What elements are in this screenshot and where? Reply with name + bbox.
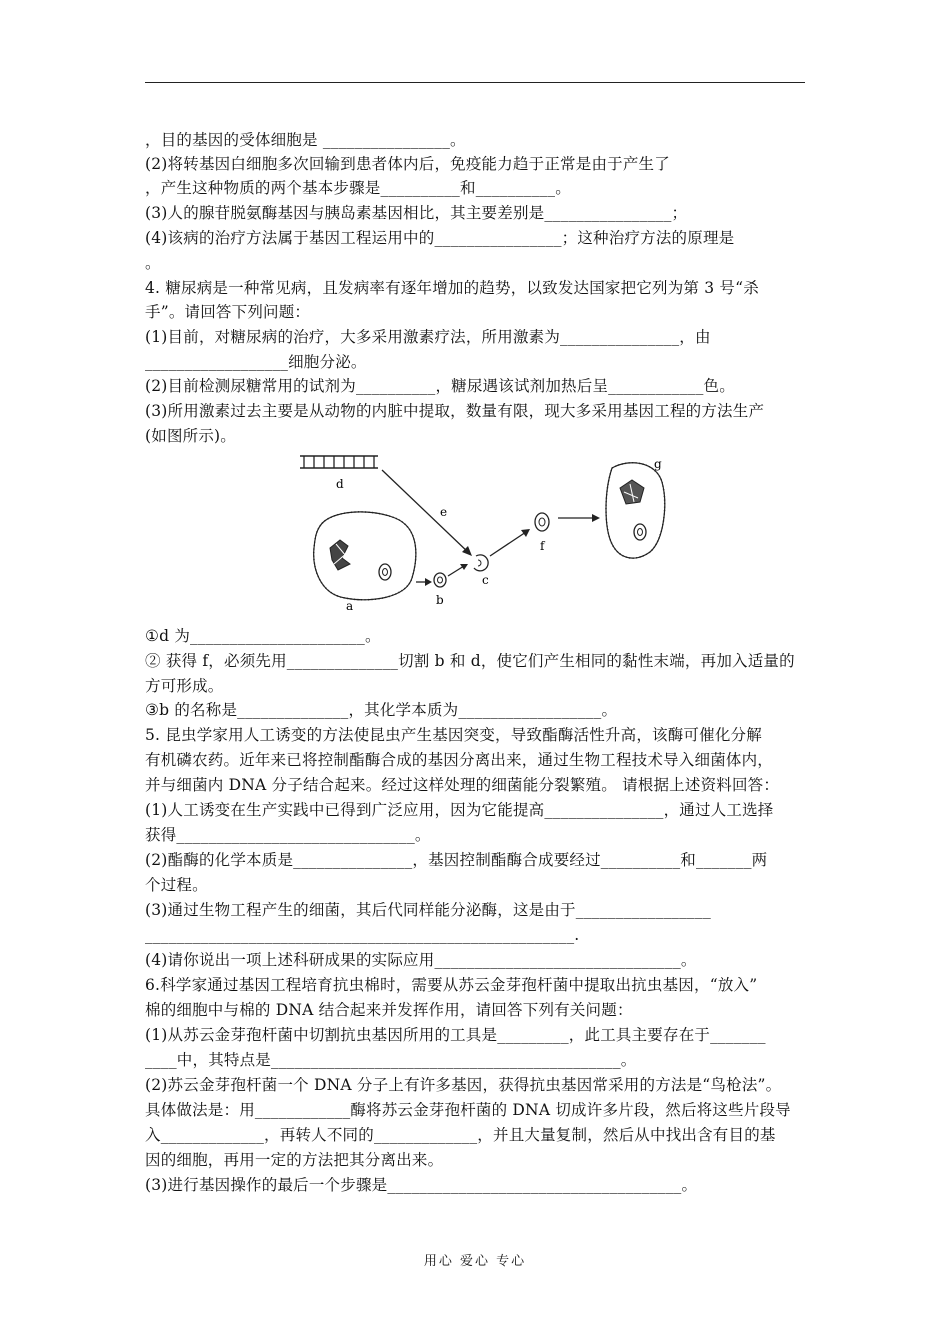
text-line: 入_____________，再转人不同的_____________，并且大量复制，然后从中找出含有目的基 [145,1126,776,1144]
text-line: 手”。请回答下列问题： [145,303,311,321]
text-line: 并与细菌内 DNA 分子结合起来。经过这样处理的细菌能分裂繁殖。 请根据上述资料回答： [145,776,780,794]
text-line: 个过程。 [145,876,208,894]
text-line: (3)人的腺苷脱氨酶基因与胰岛素基因相比，其主要差别是________________； [145,204,688,222]
header-rule [145,82,805,83]
text-line: 有机磷农药。近年来已将控制酯酶合成的基因分离出来，通过生物工程技术导入细菌体内， [145,751,774,769]
dna-fragment-d [300,456,378,468]
recombinant-plasmid-f [535,513,549,531]
text-line: ____中，其特点是____________________________________________。 [145,1051,637,1069]
bacterium-g [606,463,665,558]
label-d: d [336,477,344,491]
page-footer: 用心 爱心 专心 [423,1254,527,1269]
text-line: 获得______________________________。 [145,826,431,844]
text-line: ，目的基因的受体细胞是 ________________。 [145,131,466,149]
text-line: (1)目前，对糖尿病的治疗，大多采用激素疗法，所用激素为_______________，由 [145,328,711,346]
text-line: (4)该病的治疗方法属于基因工程运用中的________________；这种治疗方法的原理是 [145,229,735,247]
text-line: ①d 为______________________。 [145,627,381,645]
text-line: 方可形成。 [145,677,224,695]
text-line: ，产生这种物质的两个基本步骤是__________和__________。 [145,179,571,197]
recombinant-c [474,555,488,571]
label-f: f [540,539,545,553]
plasmid-b [434,573,446,587]
label-b: b [436,593,444,607]
text-line: 棉的细胞中与棉的 DNA 结合起来并发挥作用，请回答下列有关问题： [145,1001,633,1019]
text-line: (2)酯酶的化学本质是_______________，基因控制酯酶合成要经过__________和_______两 [145,851,768,869]
text-line: (如图所示)。 [145,427,236,445]
text-line: (3)通过生物工程产生的细菌，其后代同样能分泌酶，这是由于_________________ [145,901,711,919]
text-line: __________________细胞分泌。 [145,353,367,371]
text-line: 5. 昆虫学家用人工诱变的方法使昆虫产生基因突变，导致酯酶活性升高，该酶可催化分解 [145,726,762,744]
label-e: e [440,505,448,519]
text-line: 6.科学家通过基因工程培育抗虫棉时，需要从苏云金芽孢杆菌中提取出抗虫基因，“放入” [145,976,758,994]
text-line: (2)将转基因白细胞多次回输到患者体内后，免疫能力趋于正常是由于产生了 [145,155,670,173]
text-line: 。 [145,254,161,272]
text-line: 具体做法是：用____________酶将苏云金芽孢杆菌的 DNA 切成许多片段，然后将这些片段导 [145,1101,791,1119]
text-line: 4. 糖尿病是一种常见病，且发病率有逐年增加的趋势，以致发达国家把它列为第 3 号“杀 [145,279,759,297]
label-a: a [346,599,354,613]
cell-a [314,512,416,600]
text-line: (3)所用激素过去主要是从动物的内脏中提取，数量有限，现大多采用基因工程的方法生产 [145,402,765,420]
text-line: ③b 的名称是______________，其化学本质为__________________。 [145,701,618,719]
text-line: (1)人工诱变在生产实践中已得到广泛应用，因为它能提高_______________，通过人工选择 [145,801,774,819]
text-line: (2)目前检测尿糖常用的试剂为__________，糖尿遇该试剂加热后呈____________色。 [145,377,735,395]
text-line: (4)请你说出一项上述科研成果的实际应用_______________________________。 [145,951,697,969]
text-line: ② 获得 f，必须先用______________切割 b 和 d，使它们产生相同的黏性末端，再加入适量的 [145,652,795,670]
text-line: (3)进行基因操作的最后一个步骤是_____________________________________。 [145,1176,698,1194]
label-g: g [654,457,662,471]
label-c: c [482,573,489,587]
gene-engineering-figure [290,448,670,618]
text-line: ______________________________________________________. [145,926,580,944]
text-line: (2)苏云金芽孢杆菌一个 DNA 分子上有许多基因，获得抗虫基因常采用的方法是“鸟枪法”。 [145,1076,782,1094]
text-line: (1)从苏云金芽孢杆菌中切割抗虫基因所用的工具是_________，此工具主要存在于_______ [145,1026,766,1044]
text-line: 因的细胞，再用一定的方法把其分离出来。 [145,1151,444,1169]
